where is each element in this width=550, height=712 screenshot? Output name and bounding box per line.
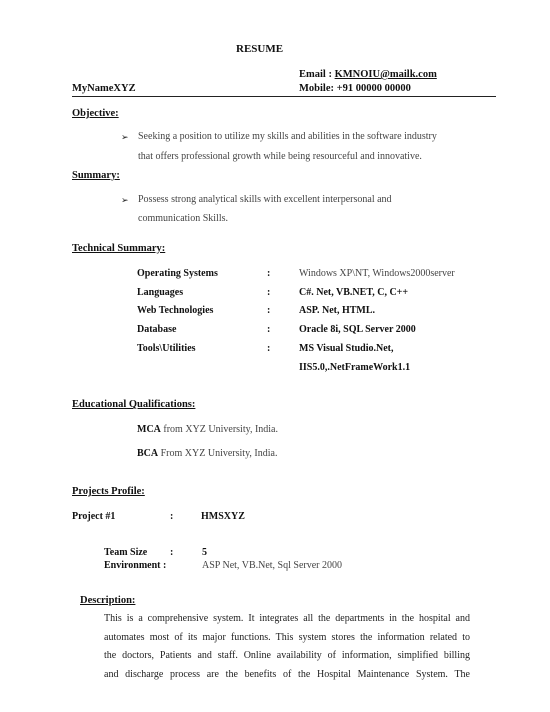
- tech-value-tools: MS Visual Studio.Net,: [299, 343, 394, 354]
- objective-line-1: Seeking a position to utilize my skills and abilities in the software industry: [138, 131, 437, 142]
- description-line-4: and discharge process are the benefits of the Hospital Maintenance System. The: [104, 668, 470, 680]
- education-item-mca: [137, 424, 278, 435]
- mobile-line: Mobile: +91 00000 00000: [299, 83, 411, 94]
- project-sep: :: [170, 511, 174, 522]
- tech-value-tools-cont: IIS5.0,.NetFrameWork1.1: [299, 362, 411, 373]
- tech-label-os: Operating Systems: [137, 268, 218, 279]
- description-heading: Description:: [80, 595, 136, 606]
- tech-value-web: ASP. Net, HTML.: [299, 305, 376, 316]
- team-size-value: 5: [202, 547, 207, 558]
- environment-label: Environment :: [104, 560, 167, 571]
- resume-title: RESUME: [236, 43, 284, 55]
- summary-heading: Summary:: [72, 170, 120, 181]
- summary-bullet-icon: ➢: [121, 195, 129, 205]
- objective-bullet-icon: ➢: [121, 132, 129, 142]
- team-size-label: Team Size: [104, 547, 148, 558]
- tech-label-database: Database: [137, 324, 177, 335]
- tech-label-web: Web Technologies: [137, 305, 214, 316]
- description-line-2: automates most of its major functions. This system stores the information related to: [104, 631, 470, 643]
- email-label: Email :: [299, 69, 335, 80]
- tech-value-os: Windows XP\NT, Windows2000server: [299, 268, 455, 279]
- summary-line-2: communication Skills.: [138, 213, 228, 224]
- candidate-name: MyNameXYZ: [72, 83, 136, 94]
- tech-sep-os: :: [267, 268, 271, 279]
- description-line-1: This is a comprehensive system. It integrates all the departments in the hospital and: [104, 613, 470, 624]
- tech-label-tools: Tools\Utilities: [137, 343, 196, 354]
- description-line-3: the doctors, Patients and staff. Online availability of information, simplified billing: [104, 650, 470, 661]
- technical-summary-heading: Technical Summary:: [72, 243, 166, 254]
- project-name: HMSXYZ: [201, 511, 245, 522]
- tech-sep-database: :: [267, 324, 271, 335]
- education-item-bca: [137, 448, 277, 459]
- environment-value: ASP Net, VB.Net, Sql Server 2000: [202, 560, 342, 571]
- header-divider: [72, 96, 496, 97]
- education-detail: from XYZ University, India.: [160, 424, 278, 435]
- projects-heading: Projects Profile:: [72, 486, 145, 497]
- tech-label-languages: Languages: [137, 287, 184, 298]
- project-label: Project #1: [72, 511, 116, 522]
- tech-value-database: Oracle 8i, SQL Server 2000: [299, 324, 416, 335]
- education-degree: BCA: [137, 448, 159, 459]
- education-degree: MCA: [137, 424, 161, 435]
- email-link[interactable]: KMNOIU@mailk.com: [334, 69, 437, 80]
- objective-line-2: that offers professional growth while being resourceful and innovative.: [138, 151, 422, 162]
- tech-sep-tools: :: [267, 343, 271, 354]
- summary-line-1: Possess strong analytical skills with excellent interpersonal and: [138, 194, 392, 205]
- team-size-sep: :: [170, 547, 174, 558]
- tech-sep-web: :: [267, 305, 271, 316]
- email-line: [299, 69, 437, 80]
- objective-heading: Objective:: [72, 108, 119, 119]
- description-body: [104, 610, 470, 684]
- education-detail: From XYZ University, India.: [158, 448, 278, 459]
- tech-sep-languages: :: [267, 287, 271, 298]
- tech-value-languages: C#. Net, VB.NET, C, C++: [299, 287, 409, 298]
- education-heading: Educational Qualifications:: [72, 399, 196, 410]
